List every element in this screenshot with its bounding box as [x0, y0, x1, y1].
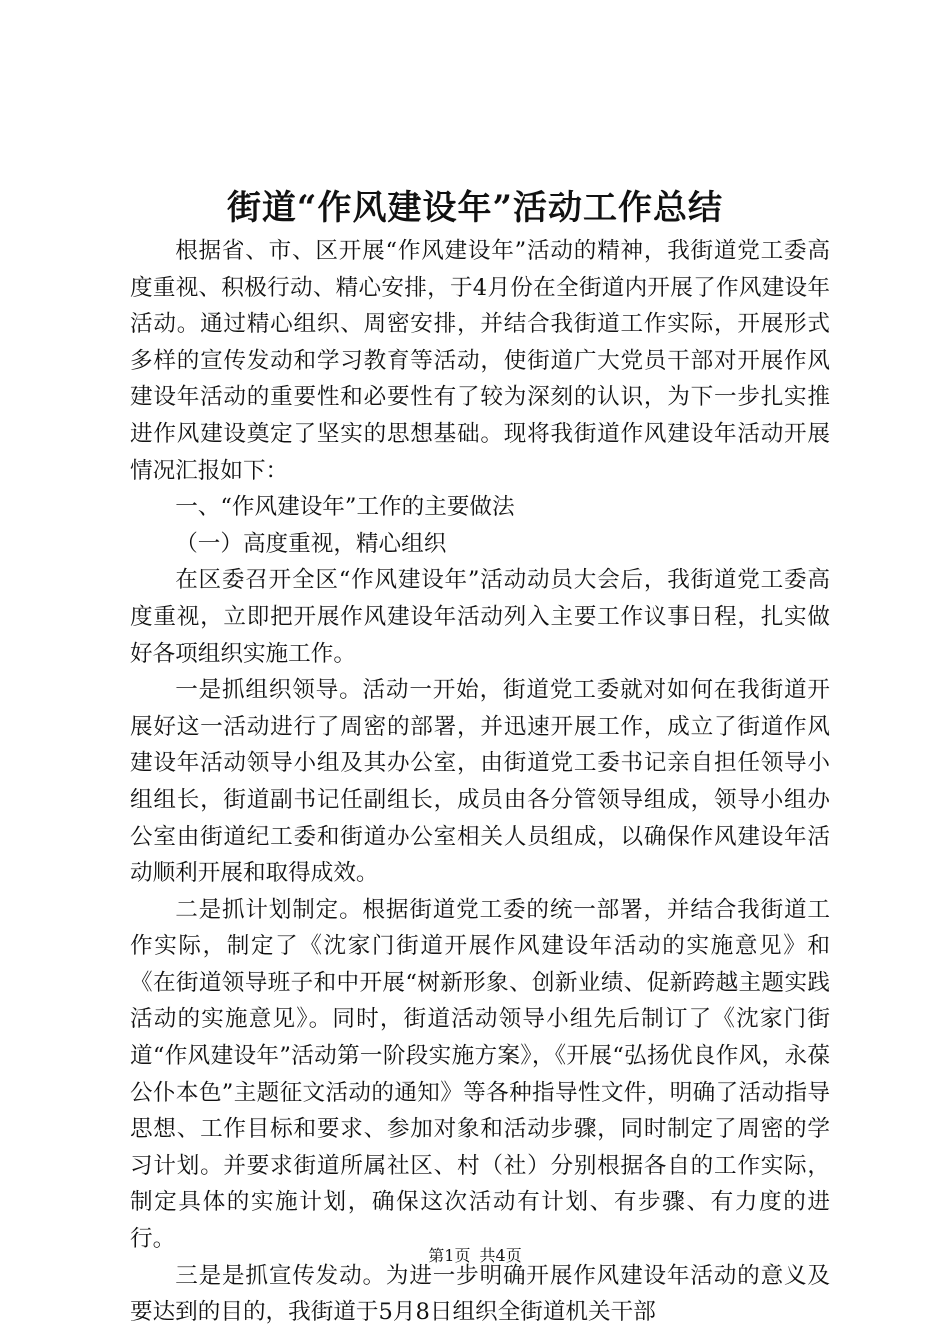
document-title: 街道“作风建设年”活动工作总结 [226, 188, 724, 228]
paragraph-body: 一是抓组织领导。活动一开始，街道党工委就对如何在我街道开展好这一活动进行了周密的部署，并迅速开展工作，成立了街道作风建设年活动领导小组及其办公室，由街道党工委书记亲自担任领导小组组长，街道副书记任副组长，成员由各分管领导组成，领导小组办公室由街道纪工委和街道办公室相关人员组成，以确保作风建设年活动顺利开展和取得成效。 [130, 677, 830, 887]
paragraph-body: 二是抓计划制定。根据街道党工委的统一部署，并结合我街道工作实际，制定了《沈家门街道开展作风建设年活动的实施意见》和《在街道领导班子和中开展“树新形象、创新业绩、促新跨越主题实践活动的实施意见》。同时，街道活动领导小组先后制订了《沈家门街道“作风建设年”活动第一阶段实施方案》，《开展“弘扬优良作风，永葆公仆本色”主题征文活动的通知》等各种指导性文件，明确了活动指导思想、工作目标和要求、参加对象和活动步骤，同时制定了周密的学习计划。并要求街道所属社区、村（社）分别根据各自的工作实际，制定具体的实施计划，确保这次活动有计划、有步骤、有力度的进行。 [130, 896, 830, 1253]
paragraph-intro: 根据省、市、区开展“作风建设年”活动的精神，我街道党工委高度重视、积极行动、精心安排，于4月份在全街道内开展了作风建设年活动。通过精心组织、周密安排，并结合我街道工作实际，开展形式多样的宣传发动和学习教育等活动，使街道广大党员干部对开展作风建设年活动的重要性和必要性有了较为深刻的认识，为下一步扎实推进作风建设奠定了坚实的思想基础。现将我街道作风建设年活动开展情况汇报如下： [130, 238, 830, 484]
subsection-heading-1: （一）高度重视，精心组织 [175, 530, 447, 557]
page-total: 共4页 [479, 1246, 522, 1265]
paragraph-body: 在区委召开全区“作风建设年”活动动员大会后，我街道党工委高度重视，立即把开展作风建设年活动列入主要工作议事日程，扎实做好各项组织实施工作。 [130, 567, 830, 667]
page-footer [0, 1245, 950, 1267]
document-body [130, 233, 830, 1331]
section-heading-1: 一、“作风建设年”工作的主要做法 [175, 494, 515, 521]
paragraph-body: 三是是抓宣传发动。为进一步明确开展作风建设年活动的意义及要达到的目的，我街道于5月8日组织全街道机关干部 [130, 1262, 830, 1326]
page-number: 第1页 [428, 1246, 471, 1265]
